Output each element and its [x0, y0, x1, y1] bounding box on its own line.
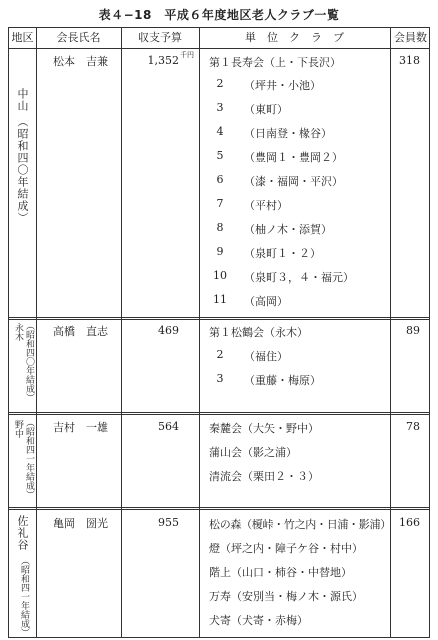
header-unit-club: 単 位 ク ラ ブ	[245, 31, 344, 44]
budget-value: 469	[158, 324, 179, 337]
club-number: 9	[216, 245, 224, 258]
club-name: 万寿（安別当・梅ノ木・源氏）	[209, 590, 363, 603]
member-count: 318	[399, 54, 420, 67]
club-number: 3	[216, 372, 224, 385]
header-budget: 収支予算	[138, 31, 182, 44]
district-founded-note: （昭和四一年結成）	[24, 418, 34, 499]
header-divider	[9, 48, 429, 49]
club-number: 10	[213, 269, 227, 282]
budget-value: 955	[158, 516, 179, 529]
member-count: 166	[399, 516, 420, 529]
club-name: 松の森（榎峠・竹之内・日浦・影浦）	[209, 518, 391, 531]
club-name: 犬寄（犬寄・赤梅）	[209, 614, 308, 627]
district-name: 佐礼谷	[16, 515, 29, 551]
district-name: 野中	[13, 420, 23, 438]
club-number: 3	[216, 101, 224, 114]
budget-value: 564	[158, 420, 179, 433]
header-members: 会員数	[394, 31, 427, 44]
district-founded-note: （昭和四〇年結成）	[16, 116, 29, 224]
header-district: 地区	[11, 31, 34, 44]
club-name: （柚ノ木・添賀）	[244, 223, 332, 236]
club-name: 秦麓会（大矢・野中）	[209, 422, 319, 435]
table-title: 表４−18 平成６年度地区老人クラブ一覧	[98, 8, 340, 22]
chairman-name: 吉村 一雄	[53, 421, 108, 434]
club-name: （泉町１・２）	[244, 247, 321, 260]
club-name: 蒲山会（影之浦）	[209, 446, 297, 459]
club-number: 11	[213, 293, 227, 306]
row-divider	[9, 507, 429, 510]
club-name: 第１松鶴会（永木）	[209, 326, 308, 339]
club-number: 8	[216, 221, 224, 234]
club-name: （平村）	[244, 199, 288, 212]
club-name: （漆・福岡・平沢）	[244, 175, 343, 188]
column-divider	[36, 28, 37, 637]
club-number: 2	[216, 348, 224, 361]
row-divider	[9, 317, 429, 320]
budget-unit: 千円	[180, 51, 194, 59]
club-number: 4	[216, 125, 224, 138]
header-chairman: 会長氏名	[56, 31, 101, 44]
club-name: （重藤・梅原）	[244, 374, 321, 387]
club-name: （坪井・小池）	[244, 79, 321, 92]
club-name: 清流会（栗田２・３）	[209, 470, 319, 483]
club-name: 燈（坪之内・障子ケ谷・村中）	[209, 542, 363, 555]
chairman-name: 松本 吉兼	[53, 55, 108, 68]
chairman-name: 亀岡 圀光	[53, 517, 108, 530]
club-table	[8, 27, 430, 638]
club-name: 第１長寿会（上・下長沢）	[209, 56, 341, 69]
club-name: （日南登・椽谷）	[244, 127, 332, 140]
chairman-name: 高橋 直志	[53, 325, 108, 338]
member-count: 89	[406, 324, 420, 337]
budget-value: 1,352	[147, 54, 179, 67]
column-divider	[199, 28, 200, 637]
club-name: （豊岡１・豊岡２）	[244, 151, 343, 164]
district-name: 中山	[16, 88, 29, 112]
row-divider	[9, 412, 429, 415]
club-name: （高岡）	[244, 295, 288, 308]
club-name: （福住）	[244, 350, 288, 363]
club-name: 階上（山口・柿谷・中替地）	[209, 566, 352, 579]
district-founded-note: （昭和四〇年結成）	[24, 321, 34, 402]
club-name: （泉町３，４・福元）	[244, 271, 354, 284]
club-number: 5	[216, 149, 224, 162]
club-name: （東町）	[244, 103, 288, 116]
district-name: 永木	[13, 323, 23, 341]
club-number: 6	[216, 173, 224, 186]
member-count: 78	[406, 420, 420, 433]
district-founded-note: （昭和四一年結成）	[19, 556, 29, 637]
club-number: 2	[216, 77, 224, 90]
club-number: 7	[216, 197, 224, 210]
